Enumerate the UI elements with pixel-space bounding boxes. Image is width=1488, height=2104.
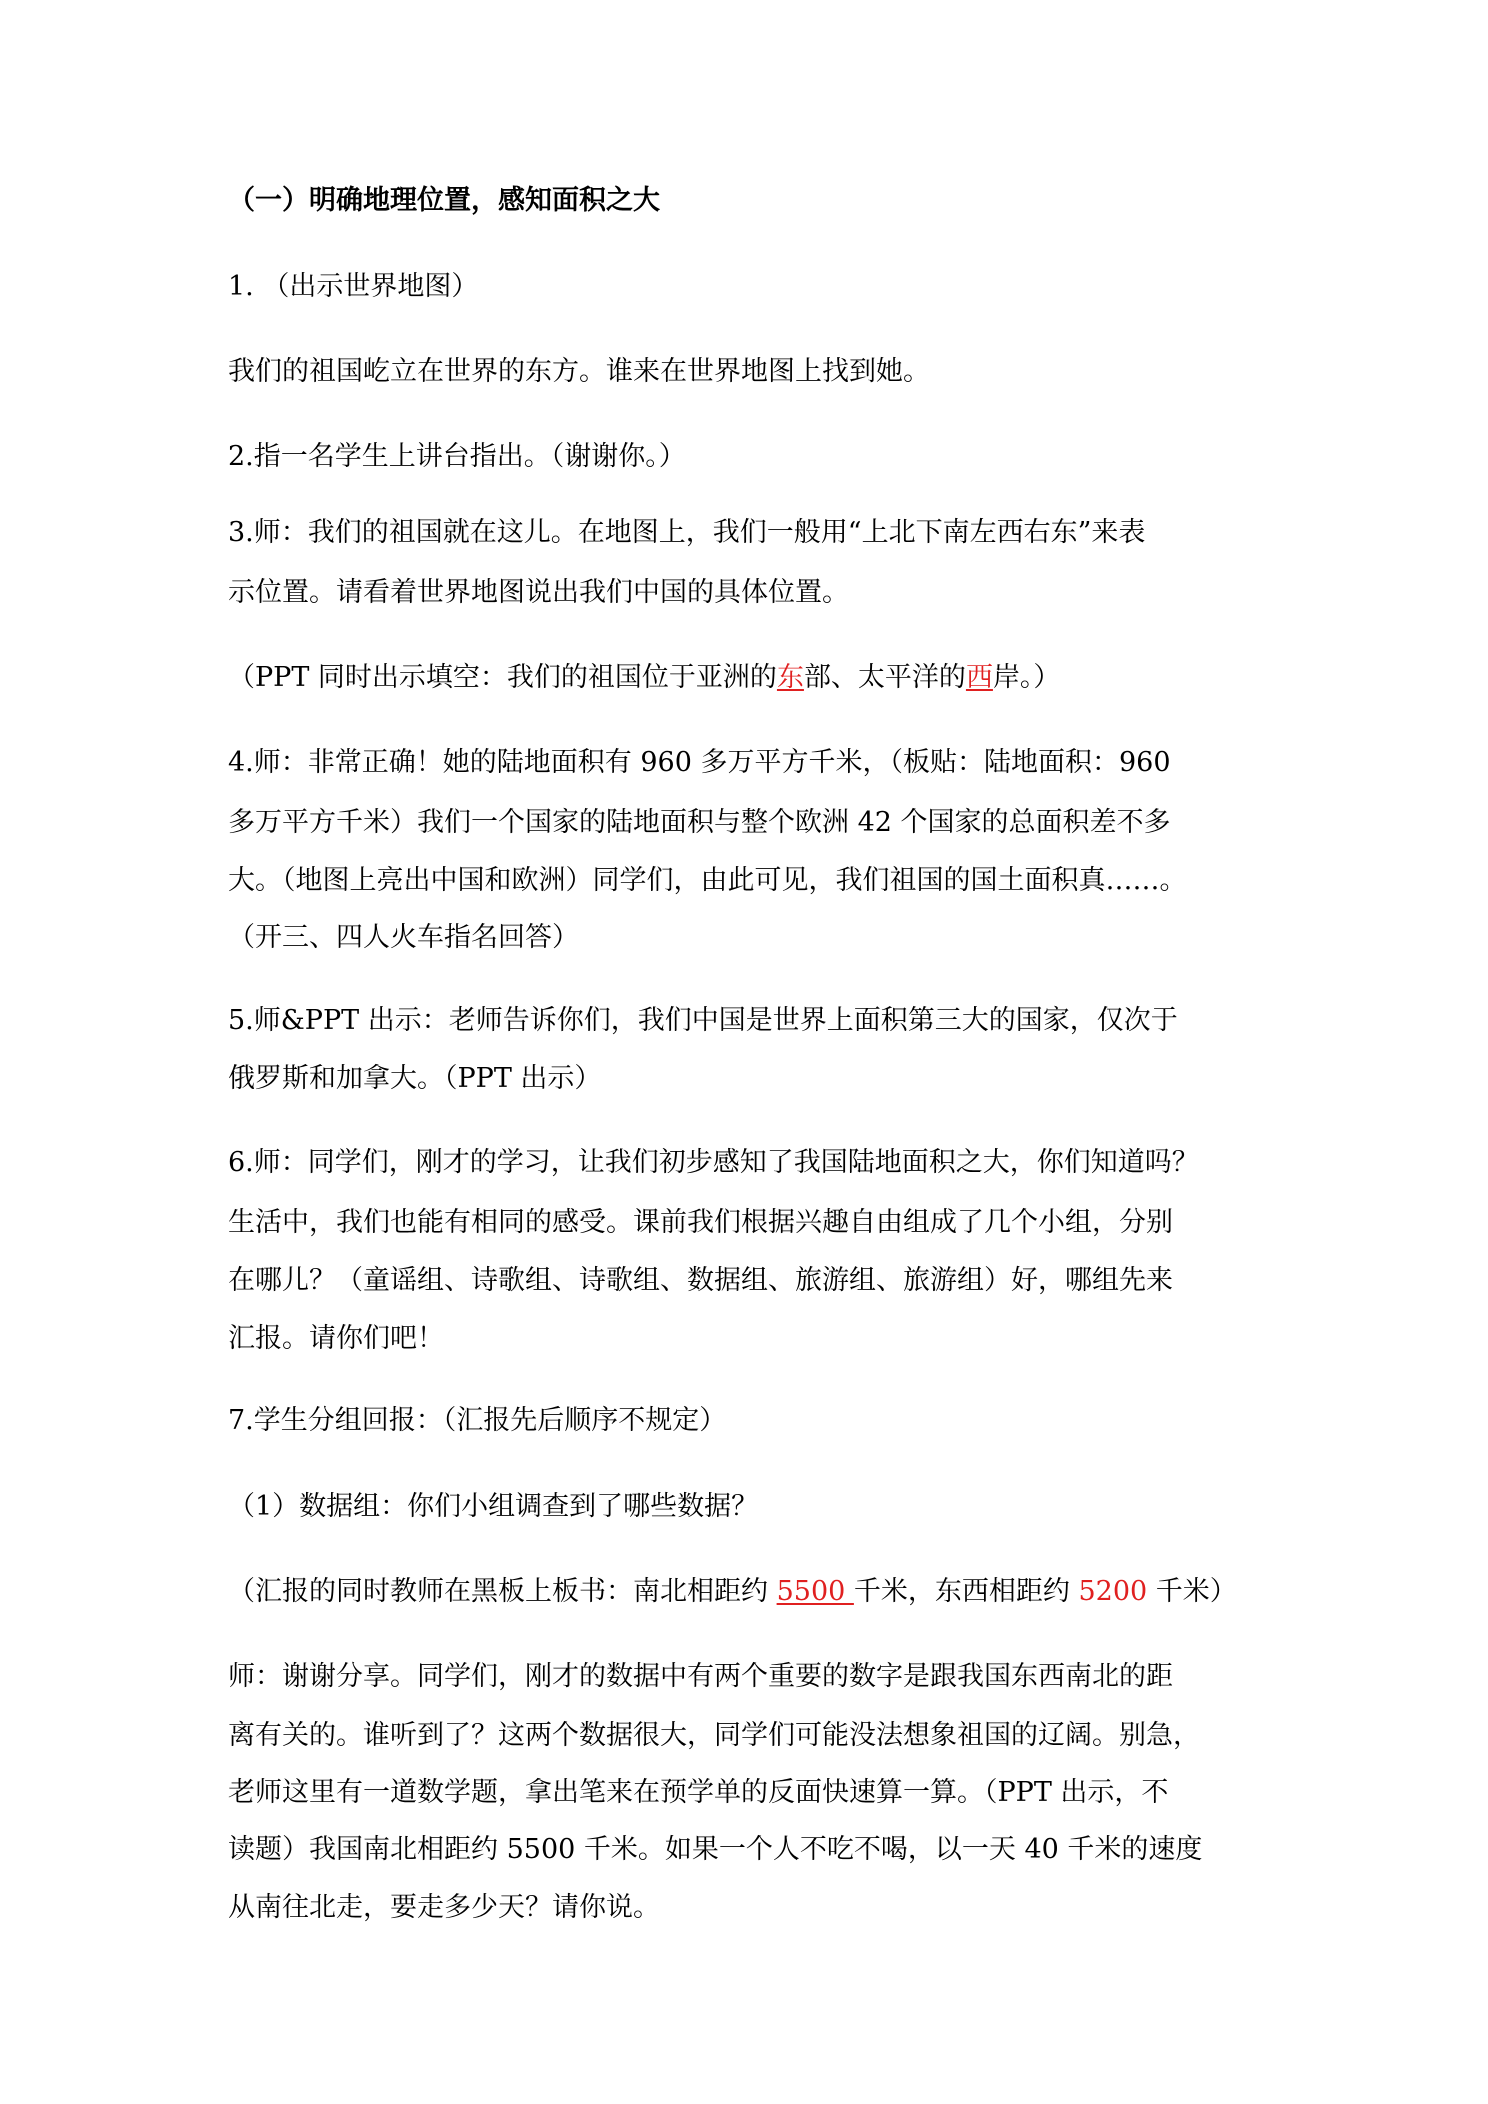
paragraph-line: 2.指一名学生上讲台指出。（谢谢你。） [228,441,686,472]
paragraph-line: 从南往北走，要走多少天？请你说。 [228,1892,660,1923]
paragraph-line: 5.师&PPT 出示：老师告诉你们，我们中国是世界上面积第三大的国家，仅次于 [228,1005,1178,1036]
paragraph-line: 生活中，我们也能有相同的感受。课前我们根据兴趣自由组成了几个小组，分别 [228,1207,1173,1238]
paragraph-line: 离有关的。谁听到了？这两个数据很大，同学们可能没法想象祖国的辽阔。别急， [228,1720,1200,1751]
section-heading: （一）明确地理位置，感知面积之大 [228,185,660,216]
paragraph-line: （开三、四人火车指名回答） [228,922,579,953]
answer-west: 西 [965,662,993,693]
ppt-fill-blank-line [228,661,1060,695]
paragraph-line: 6.师：同学们，刚才的学习，让我们初步感知了我国陆地面积之大，你们知道吗？ [228,1147,1199,1178]
answer-east: 东 [776,662,804,693]
number-5200: 5200 [1078,1576,1148,1607]
paragraph-line: 读题）我国南北相距约 5500 千米。如果一个人不吃不喝，以一天 40 千米的速度 [228,1834,1203,1865]
paragraph-line: 1. （出示世界地图） [228,271,479,302]
number-5500: 5500 [776,1576,854,1607]
text-segment: （PPT 同时出示填空：我们的祖国位于亚洲的 [228,662,777,693]
paragraph-line: 3.师：我们的祖国就在这儿。在地图上，我们一般用“上北下南左西右东”来表 [228,517,1146,548]
paragraph-line: 大。（地图上亮出中国和欧洲）同学们，由此可见，我们祖国的国土面积真……。 [228,865,1187,896]
paragraph-line: 示位置。请看着世界地图说出我们中国的具体位置。 [228,577,849,608]
paragraph-line: 汇报。请你们吧！ [228,1323,444,1354]
text-segment: 部、太平洋的 [803,662,966,693]
paragraph-line: 老师这里有一道数学题，拿出笔来在预学单的反面快速算一算。（PPT 出示，不 [228,1777,1169,1808]
paragraph-line: 在哪儿？（童谣组、诗歌组、诗歌组、数据组、旅游组、旅游组）好，哪组先来 [228,1265,1173,1296]
text-segment: （汇报的同时教师在黑板上板书：南北相距约 [228,1576,777,1607]
text-segment: 千米） [1147,1576,1237,1607]
paragraph-line: 多万平方千米）我们一个国家的陆地面积与整个欧洲 42 个国家的总面积差不多 [228,807,1171,838]
text-segment: 千米，东西相距约 [853,1576,1079,1607]
text-segment: 岸。） [992,662,1061,693]
board-writing-line [228,1575,1237,1609]
paragraph-line: 4.师：非常正确！她的陆地面积有 960 多万平方千米，（板贴：陆地面积：960 [228,747,1171,778]
paragraph-line: （1）数据组：你们小组调查到了哪些数据？ [228,1491,759,1522]
paragraph-line: 7.学生分组回报：（汇报先后顺序不规定） [228,1405,727,1436]
paragraph-line: 师：谢谢分享。同学们，刚才的数据中有两个重要的数字是跟我国东西南北的距 [228,1661,1173,1692]
paragraph-line: 我们的祖国屹立在世界的东方。谁来在世界地图上找到她。 [228,356,930,387]
paragraph-line: 俄罗斯和加拿大。（PPT 出示） [228,1063,602,1094]
